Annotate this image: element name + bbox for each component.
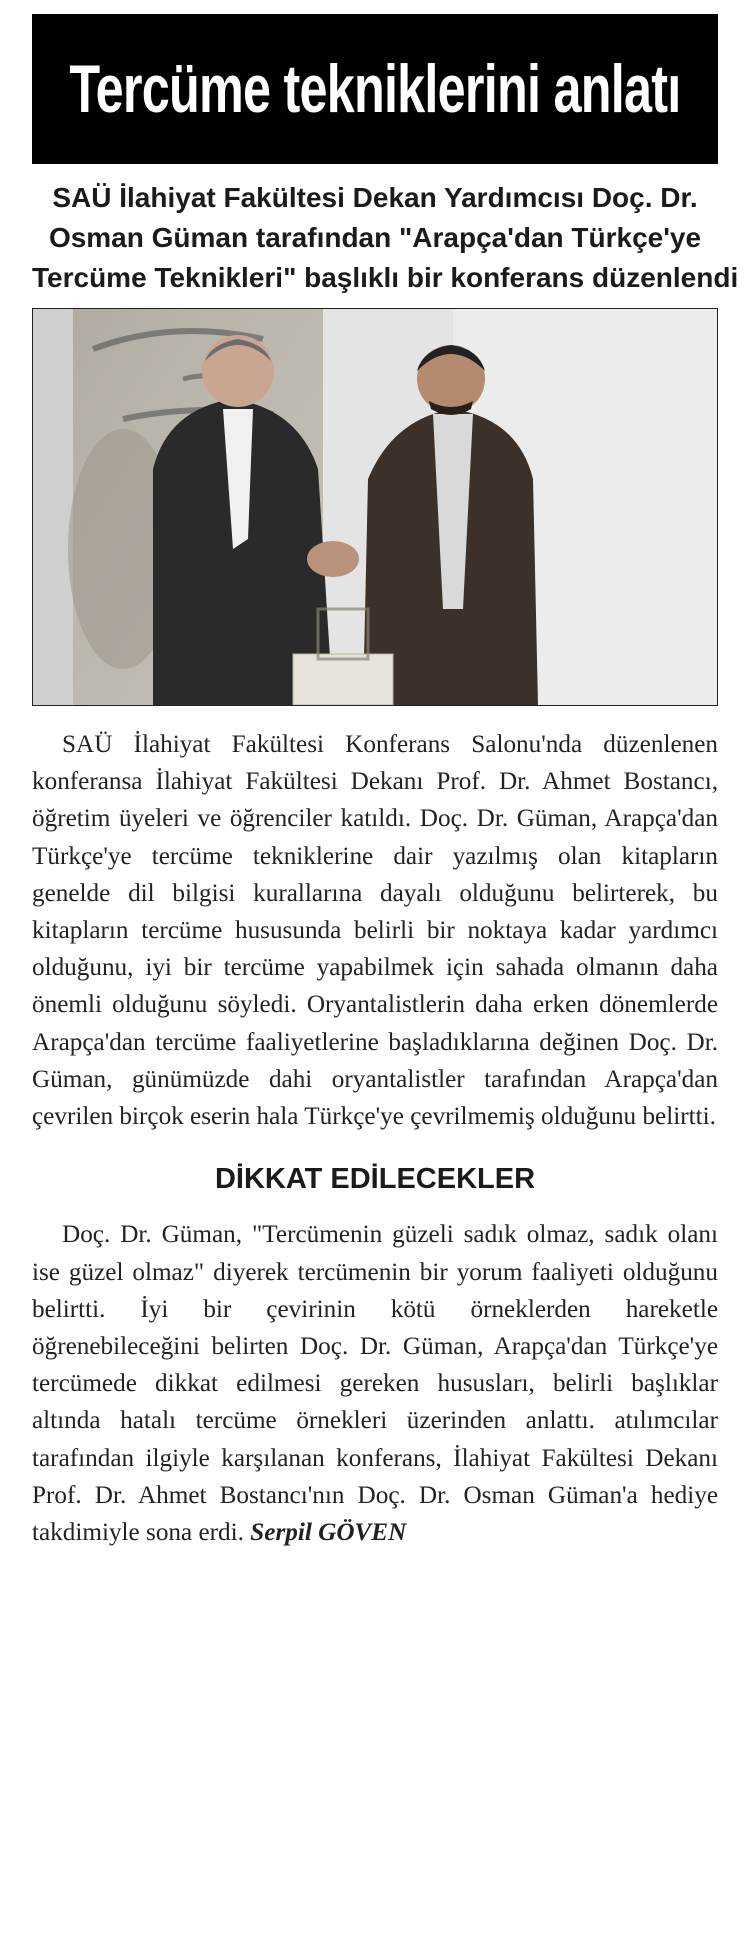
headline-banner [32,14,718,164]
byline: Serpil GÖVEN [250,1519,407,1547]
headline: Tercüme tekniklerini anlatı [69,51,681,127]
deck-line: SAÜ İlahiyat Fakültesi Dekan Yardımcısı Doç. Dr. [52,182,698,213]
news-photo [32,308,718,706]
deck-line: Tercüme Teknikleri" başlıklı bir konferans düzenlendi [32,262,739,293]
deck [32,178,739,298]
paragraph: SAÜ İlahiyat Fakültesi Konferans Salonu'nda düzenlenen konferansa İlahiyat Fakültesi Dekanı Prof. Dr. Ahmet Bostancı, öğretim üyeleri ve öğrenciler katıldı. Doç. Dr. Güman, Arapça'dan Türkçe'ye tercüme tekniklerine dair yazılmış olan kitapların genelde dil bilgisi kurallarına dayalı olduğunu belirterek, bu kitapların tercüme hususunda belirli bir noktaya kadar yardımcı olduğunu, iyi bir tercüme yapabilmek için sahada olmanın daha önemli olduğunu söyledi. Oryantalistlerin daha erken dönemlerde Arapça'dan tercüme faaliyetlerine başladıklarına değinen Doç. Dr. Güman, günümüzde dahi oryantalistler tarafından Arapça'dan çevrilen birçok eserin hala Türkçe'ye çevrilmemiş olduğunu belirtti. [32,731,718,1131]
paragraph [32,1216,718,1551]
deck-line: Osman Güman tarafından "Arapça'dan Türkçe'ye [48,222,702,253]
paragraph-text: Doç. Dr. Güman, "Tercümenin güzeli sadık olmaz, sadık olanı ise güzel olmaz" diyerek tercümenin bir yorum faaliyeti olduğunu belirtti. İyi bir çevirinin kötü örneklerden hareketle öğrenebileceğini belirten Doç. Dr. Güman, Arapça'dan Türkçe'ye tercümede dikkat edilmesi gereken hususları, belirli başlıklar altında hatalı tercüme örnekleri üzerinden anlattı. atılımcılar tarafından ilgiyle karşılanan konferans, İlahiyat Fakültesi Dekanı Prof. Dr. Ahmet Bostancı'nın Doç. Dr. Osman Güman'a hediye takdimiyle sona erdi. [32,1221,718,1547]
photo-illustration [33,309,717,705]
article-body [32,726,718,1551]
news-clipping [32,14,739,1551]
subheading: DİKKAT EDİLECEKLER [214,1163,536,1196]
